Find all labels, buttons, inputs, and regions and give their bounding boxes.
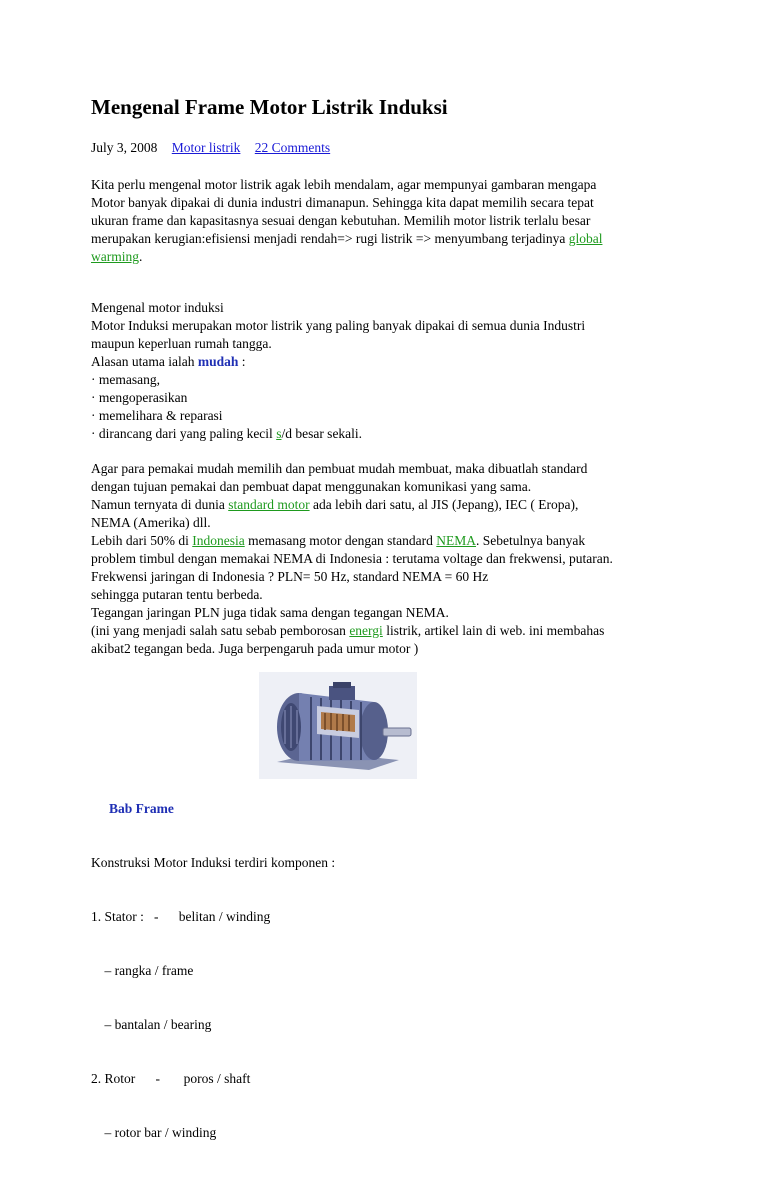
body-line xyxy=(91,353,585,371)
global-warming-link-cont[interactable]: warming xyxy=(91,249,139,264)
body-text: : xyxy=(238,354,246,369)
list-item: · memelihara & reparasi xyxy=(91,408,223,423)
intro-text: . xyxy=(139,249,143,264)
body-line: sehingga putaran tentu berbeda. xyxy=(91,587,263,602)
comments-link[interactable]: 22 Comments xyxy=(254,140,331,155)
section-heading: Mengenal motor induksi xyxy=(91,300,224,315)
list-item: 2. Rotor - poros / shaft xyxy=(91,1071,251,1086)
indonesia-link[interactable]: Indonesia xyxy=(192,533,245,548)
body-line: Frekwensi jaringan di Indonesia ? PLN= 50 Hz, standard NEMA = 60 Hz xyxy=(91,569,489,584)
body-text: · dirancang dari yang paling kecil xyxy=(91,426,277,441)
body-line: akibat2 tegangan beda. Juga berpengaruh pada umur motor ) xyxy=(91,641,419,656)
category-link[interactable]: Motor listrik xyxy=(171,140,241,155)
intro-line: Motor banyak dipakai di dunia industri dimanapun. Sehingga kita dapat memilih secara tepat xyxy=(91,195,594,210)
body-line xyxy=(91,532,613,550)
intro-paragraph xyxy=(91,176,602,266)
list-item xyxy=(91,425,585,443)
nema-link[interactable]: NEMA xyxy=(436,533,477,548)
list-item: 1. Stator : - belitan / winding xyxy=(91,909,271,924)
body-line: dengan tujuan pemakai dan pembuat dapat menggunakan komunikasi yang sama. xyxy=(91,479,532,494)
motor-illustration xyxy=(259,672,417,779)
post-date: July 3, 2008 xyxy=(91,140,158,155)
body-line xyxy=(91,496,613,514)
body-line xyxy=(91,622,613,640)
intro-line xyxy=(91,248,602,266)
body-text: Lebih dari 50% di xyxy=(91,533,193,548)
body-line: Konstruksi Motor Induksi terdiri komponen : xyxy=(91,855,336,870)
body-text: memasang motor dengan standard xyxy=(244,533,437,548)
body-text: Namun ternyata di dunia xyxy=(91,497,229,512)
body-line: problem timbul dengan memakai NEMA di Indonesia : terutama voltage dan frekwensi, putaran. xyxy=(91,551,613,566)
list-item: – bantalan / bearing xyxy=(91,1017,212,1032)
intro-line: Kita perlu mengenal motor listrik agak lebih mendalam, agar mempunyai gambaran mengapa xyxy=(91,177,597,192)
list-item: · mengoperasikan xyxy=(91,390,188,405)
body-text: Alasan utama ialah xyxy=(91,354,198,369)
frame-section xyxy=(91,818,335,1178)
body-text: /d besar sekali. xyxy=(281,426,363,441)
global-warming-link[interactable]: global xyxy=(568,231,603,246)
body-line: Agar para pemakai mudah memilih dan pembuat mudah membuat, maka dibuatlah standard xyxy=(91,461,588,476)
frame-heading xyxy=(109,800,174,818)
body-line: Motor Induksi merupakan motor listrik yang paling banyak dipakai di semua dunia Industri xyxy=(91,318,586,333)
post-meta xyxy=(91,139,330,156)
section-heading: Bab Frame xyxy=(109,801,174,816)
energi-link[interactable]: energi xyxy=(349,623,383,638)
body-text: (ini yang menjadi salah satu sebab pemborosan xyxy=(91,623,350,638)
intro-line: ukuran frame dan kapasitasnya sesuai dengan kebutuhan. Memilih motor listrik terlalu besar xyxy=(91,213,591,228)
motor-image xyxy=(259,672,417,779)
emphasis-text: mudah xyxy=(197,354,239,369)
body-text: ada lebih dari satu, al JIS (Jepang), IEC ( Eropa), xyxy=(309,497,579,512)
standard-section xyxy=(91,460,613,658)
body-text: . Sebetulnya banyak xyxy=(476,533,586,548)
standard-motor-link[interactable]: standard motor xyxy=(228,497,310,512)
list-item: – rotor bar / winding xyxy=(91,1125,217,1140)
page-title: Mengenal Frame Motor Listrik Induksi xyxy=(91,95,448,119)
list-item: – rangka / frame xyxy=(91,963,194,978)
list-item: · memasang, xyxy=(91,372,160,387)
body-line: NEMA (Amerika) dll. xyxy=(91,515,211,530)
intro-line xyxy=(91,230,602,248)
intro-text: merupakan kerugian:efisiensi menjadi rendah=> rugi listrik => menyumbang terjadinya xyxy=(91,231,569,246)
body-line: Tegangan jaringan PLN juga tidak sama dengan tegangan NEMA. xyxy=(91,605,449,620)
body-line: maupun keperluan rumah tangga. xyxy=(91,336,272,351)
induksi-section xyxy=(91,299,585,443)
body-text: listrik, artikel lain di web. ini membahas xyxy=(382,623,605,638)
s-link[interactable]: s xyxy=(276,426,282,441)
